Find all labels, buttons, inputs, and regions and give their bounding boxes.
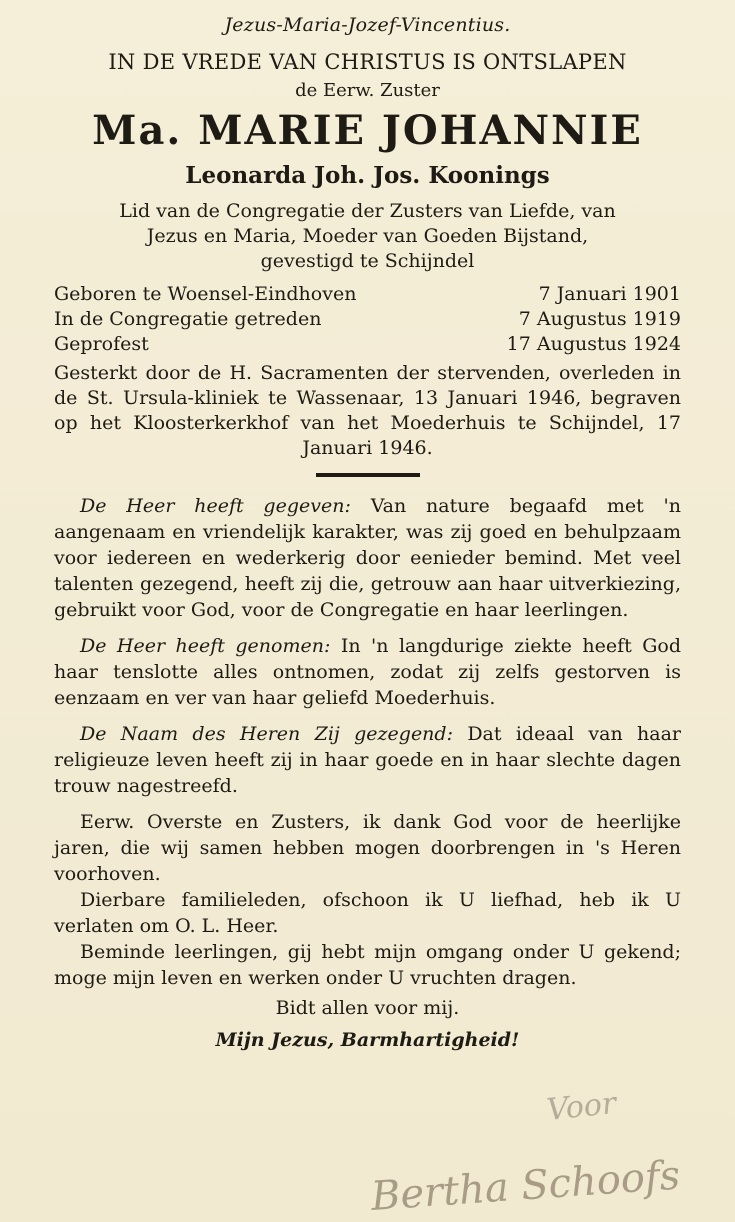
paragraph-text: Beminde leerlingen, gij hebt mijn omgang onder U gekend; moge mijn leven en werken onder U vruchten dragen. bbox=[54, 941, 681, 989]
paragraph bbox=[54, 493, 681, 623]
date-row bbox=[54, 307, 681, 332]
date-value: 7 Augustus 1919 bbox=[518, 308, 681, 330]
paragraph-lead: De Heer heeft gegeven: bbox=[80, 495, 351, 517]
date-value: 7 Januari 1901 bbox=[538, 283, 681, 305]
paragraph-lead: De Naam des Heren Zij gezegend: bbox=[80, 723, 453, 745]
congregation-line: gevestigd te Schijndel bbox=[260, 250, 475, 272]
handwriting-line-2: Bertha Schoofs bbox=[369, 1152, 682, 1220]
dates-table bbox=[54, 282, 681, 357]
paragraph bbox=[54, 887, 681, 939]
congregation-line: Jezus en Maria, Moeder van Goeden Bijstand, bbox=[146, 225, 589, 247]
paragraph bbox=[54, 721, 681, 799]
header-invocation: Jezus-Maria-Jozef-Vincentius. bbox=[224, 14, 511, 36]
paragraph-text: Van nature begaafd met 'n aangenaam en vriendelijk karakter, was zij goed en behulpzaam voor iedereen en wederkerig door eenieder bemind. Met veel talenten gezegend, heeft zij die, getrouw aan haar uitverkiezing, gebruikt voor God, voor de Congregatie en haar leerlingen. bbox=[54, 495, 681, 621]
final-invocation: Mijn Jezus, Barmhartigheid! bbox=[215, 1029, 520, 1051]
title-prefix: de Eerw. Zuster bbox=[295, 80, 440, 101]
date-label: In de Congregatie getreden bbox=[54, 308, 322, 330]
death-notice: Gesterkt door de H. Sacramenten der stervenden, overleden in de St. Ursula-kliniek te Wassenaar, 13 Januari 1946, begraven op het Kloosterkerkhof van het Moederhuis te Schijndel, 17 Januari 1946. bbox=[54, 362, 681, 459]
congregation-block bbox=[54, 199, 681, 274]
civil-name: Leonarda Joh. Jos. Koonings bbox=[185, 162, 550, 189]
date-label: Geboren te Woensel-Eindhoven bbox=[54, 283, 357, 305]
intro-line: IN DE VREDE VAN CHRISTUS IS ONTSLAPEN bbox=[108, 50, 627, 74]
paragraph-lead: De Heer heeft genomen: bbox=[80, 635, 331, 657]
handwriting-line-1: Voor bbox=[545, 1085, 618, 1128]
paragraph bbox=[54, 809, 681, 887]
paragraph-text: Dat ideaal van haar religieuze leven heeft zij in haar goede en in haar slechte dagen trouw nagestreefd. bbox=[54, 723, 681, 797]
divider-rule bbox=[316, 473, 420, 477]
date-value: 17 Augustus 1924 bbox=[506, 333, 681, 355]
paragraph-text: In 'n langdurige ziekte heeft God haar tenslotte alles ontnomen, zodat zij zelfs gestorven is eenzaam en ver van haar geliefd Moederhuis. bbox=[54, 635, 681, 709]
religious-name: Ma. MARIE JOHANNIE bbox=[92, 107, 643, 154]
date-row bbox=[54, 282, 681, 307]
paragraph bbox=[54, 939, 681, 991]
date-row bbox=[54, 332, 681, 357]
congregation-line: Lid van de Congregatie der Zusters van Liefde, van bbox=[119, 200, 616, 222]
paragraph-text: Dierbare familieleden, ofschoon ik U liefhad, heb ik U verlaten om O. L. Heer. bbox=[54, 889, 681, 937]
paragraph-text: Eerw. Overste en Zusters, ik dank God voor de heerlijke jaren, die wij samen hebben mogen doorbrengen in 's Heren voorhoven. bbox=[54, 811, 681, 885]
paragraph bbox=[54, 633, 681, 711]
date-label: Geprofest bbox=[54, 333, 149, 355]
closing-line: Bidt allen voor mij. bbox=[275, 997, 460, 1019]
